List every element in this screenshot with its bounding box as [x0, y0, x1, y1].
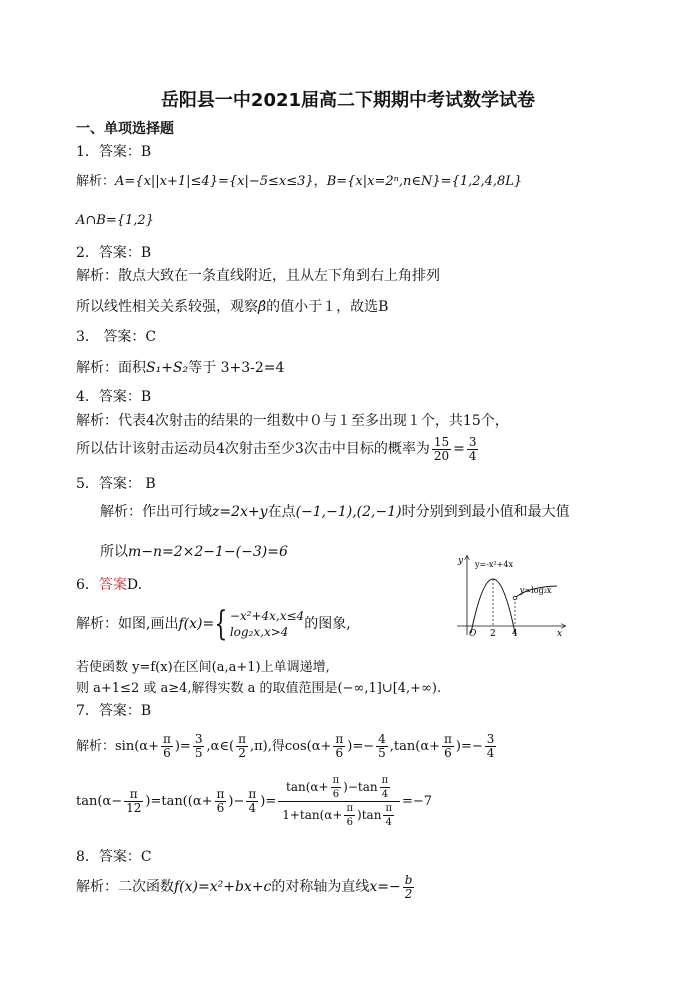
q1-sol-label: 解析： [76, 174, 116, 189]
q3-answer: 3． 答案：C [76, 329, 157, 345]
exam-title: 岳阳县一中2021届高二下期期中考试数学试卷 [160, 90, 536, 111]
q5-line2: 所以m−n=2×2−1−(−3)=6 [100, 544, 288, 560]
q4-fraction-1: $\frac{15}{20}$ [433, 434, 450, 463]
q6-piecewise: −x²+4x,x≤4 log₂x,x>4 [229, 609, 305, 639]
q5-points: (−1,−1),(2,−1) [295, 504, 402, 520]
tick-4: 4 [512, 629, 518, 638]
q3-expr: S₁+S₂ [146, 360, 189, 376]
q7-line2: tan(α− $\frac{\pi}{12}$ )=tan((α+ $\frac{\pi}{6}$ )− $\frac{\pi}{4}$ )= tan(α+ $\frac{\pi}{6}$ )−tan $\frac{\pi}{4}$ 1+tan(α+ $\frac{\pi}{6}$ )tan $\frac{\pi}{4}$ =−7 [76, 775, 433, 828]
q1-answer: 1．答案：B [76, 144, 152, 160]
q2-line2 [76, 298, 388, 316]
q3-prefix: 解析：面积 [76, 360, 146, 376]
q6-answer: 6．答案D. [76, 577, 143, 593]
q2-line1: 解析：散点大致在一条直线附近，且从左下角到右上角排列 [76, 268, 440, 284]
q5-calc: m−n=2×2−1−(−3)=6 [128, 544, 288, 560]
q6-line3: 则 a+1≤2 或 a≥4,解得实数 a 的取值范围是(−∞,1]∪[4,+∞). [76, 681, 442, 696]
q6-function-graph [445, 553, 570, 638]
q7-big-fraction: tan(α+ $\frac{\pi}{6}$ )−tan $\frac{\pi}{4}$ 1+tan(α+ $\frac{\pi}{6}$ )tan $\frac{\pi}{4}$ [278, 774, 400, 829]
q1-solution [76, 173, 522, 191]
parabola-label: y=-x²+4x [475, 560, 513, 569]
q5-objective: z=2x+y [212, 504, 268, 520]
q4-line1: 解析：代表4次射击的结果的一组数中０与１至多出现１个，共15个， [76, 413, 509, 429]
q8-answer: 8．答案：C [76, 849, 152, 865]
q8-line1: 解析：二次函数f(x)=x²+bx+c的对称轴为直线x=− $\frac{b}{2}$ [76, 872, 413, 901]
tick-2: 2 [490, 629, 496, 638]
q5-line1: 解析：作出可行域z=2x+y在点(−1,−1),(2,−1)时分别到到最小值和最大值 [100, 504, 570, 520]
q4-line2: 所以估计该射击运动员4次射击至少3次击中目标的概率为 $\frac{15}{20}$ = $\frac{3}{4}$ [76, 434, 477, 463]
section-heading: 一、单项选择题 [76, 121, 174, 137]
q1-set-a: A={x||x+1|≤4}={x|−5≤x≤3} [115, 174, 314, 189]
y-axis-label: y [458, 556, 464, 566]
q6-function: f(x)= [178, 616, 215, 632]
log-label: y=log₂x [520, 586, 552, 595]
q4-line2-text: 所以估计该射击运动员4次射击至少3次击中目标的概率为 [76, 441, 430, 457]
q2-line2a: 所以线性相关关系较强，观察 [76, 299, 258, 315]
q6-answer-label: 答案 [98, 577, 127, 593]
q4-answer: 4．答案：B [76, 389, 152, 405]
x-axis-label: x [557, 629, 563, 638]
q3-suffix: 等于 3+3-2=4 [188, 360, 285, 376]
q2-answer: 2．答案：B [76, 245, 152, 261]
origin-label: O [469, 629, 477, 638]
q3-solution [76, 359, 284, 377]
q4-fraction-2: $\frac{3}{4}$ [468, 434, 477, 463]
q6-line2: 若使函数 y=f(x)在区间(a,a+1)上单调递增, [76, 660, 330, 675]
open-point [513, 596, 517, 600]
q2-beta-symbol: β̂ [258, 299, 267, 315]
q6-solution: 解析：如图,画出f(x)={ −x²+4x,x≤4 log₂x,x>4 的图象, [76, 604, 351, 644]
q1-sep: ， [313, 174, 327, 189]
q7-line1: 解析：sin(α+ $\frac{\pi}{6}$ )= $\frac{3}{5}$ ,α∈( $\frac{\pi}{2}$ ,π),得cos(α+ $\frac{\pi}{6}$ )=− $\frac{4}{5}$ ,tan(α+ $\frac{\pi}{6}$ )=− $\frac{3}{4}$ [76, 732, 495, 760]
q8-quadratic: f(x)=x²+bx+c [174, 879, 272, 895]
q1-set-b: B={x|x=2ⁿ,n∈N}={1,2,4,8L} [326, 174, 523, 189]
q2-line2b: 的值小于１，故选B [266, 299, 389, 315]
q1-result: A∩B={1,2} [76, 213, 154, 228]
q7-answer: 7．答案：B [76, 703, 152, 719]
q5-answer: 5．答案： B [76, 476, 156, 492]
q6-answer-value: D. [126, 577, 143, 593]
